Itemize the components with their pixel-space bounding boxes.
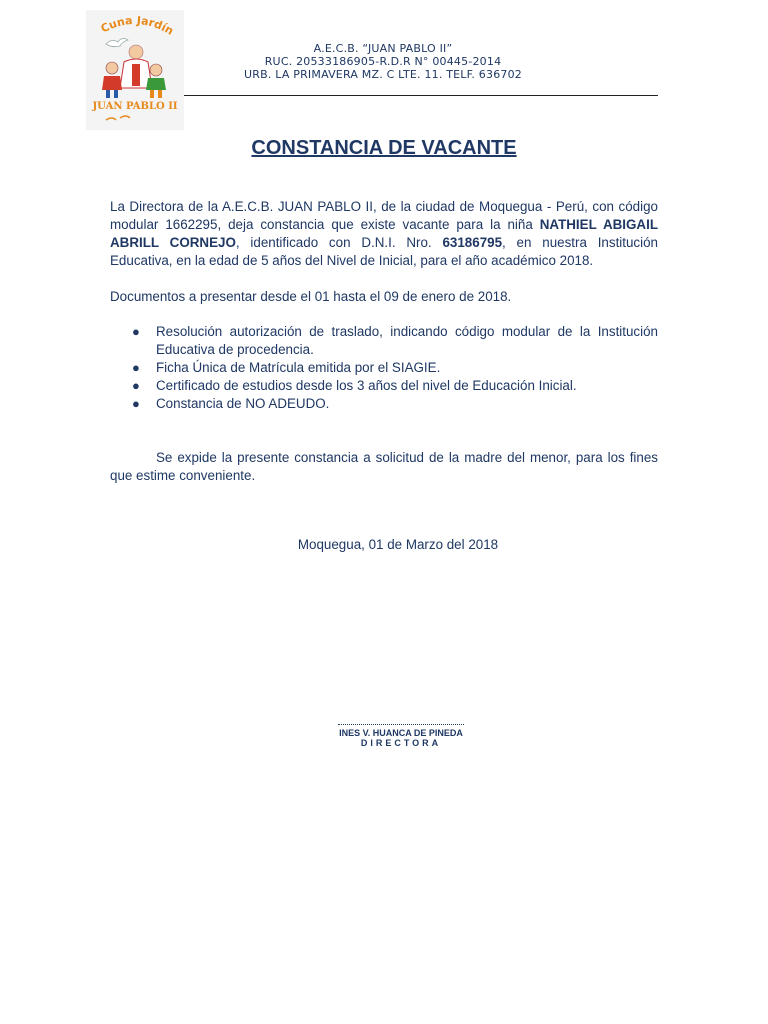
bullet-icon: ● [132,378,140,393]
intro-part-1: La Directora de la A.E.C.B. JUAN PABLO II, de la ciudad de Moquegua - Perú, con código modular 1662295, deja constancia que existe vacante para la niña [110,199,658,232]
bullet-icon: ● [132,396,140,411]
list-item [110,323,658,359]
bullet-icon: ● [132,324,140,339]
logo-name-text: JUAN PABLO II [92,101,178,112]
letterhead [170,42,596,81]
requirement-text: Resolución autorización de traslado, indicando código modular de la Institución Educativa de procedencia. [156,324,658,357]
place-date: Moquegua, 01 de Marzo del 2018 [297,537,499,552]
intro-part-2: , identificado con D.N.I. Nro. [235,235,443,250]
signature-block [338,724,464,748]
requirement-text: Certificado de estudios desde los 3 años del nivel de Educación Inicial. [156,378,577,393]
student-dni: 63186795 [442,235,503,250]
header-divider [184,95,658,96]
document-body [110,198,658,485]
letterhead-school-name: A.E.C.B. “JUAN PABLO II” [313,42,453,55]
list-item [110,359,658,377]
intro-part-3: , en nuestra Institución Educativa, en la edad de 5 años del Nivel de Inicial, para el año académico 2018. [110,235,658,268]
requirement-text: Constancia de NO ADEUDO. [156,396,330,411]
documents-heading: Documentos a presentar desde el 01 hasta el 09 de enero de 2018. [110,289,512,304]
bullet-icon: ● [132,360,140,375]
signatory-role: DIRECTORA [360,738,442,748]
logo-top-text: Cuna Jardín [98,13,176,38]
signatory-name: INES V. HUANCA DE PINEDA [339,728,463,738]
list-item [110,395,658,413]
intro-paragraph [110,198,658,270]
requirements-list [110,323,658,413]
document-title: CONSTANCIA DE VACANTE [251,137,517,159]
list-item [110,377,658,395]
closing-paragraph: Se expide la presente constancia a solicitud de la madre del menor, para los fines que estime conveniente. [110,450,658,483]
letterhead-ruc: RUC. 20533186905-R.D.R N° 00445-2014 [264,55,502,68]
requirement-text: Ficha Única de Matrícula emitida por el SIAGIE. [156,360,441,375]
student-name: NATHIEL ABIGAIL ABRILL CORNEJO [110,217,658,250]
signature-line [338,724,464,725]
letterhead-address: URB. LA PRIMAVERA MZ. C LTE. 11. TELF. 636702 [244,68,522,81]
